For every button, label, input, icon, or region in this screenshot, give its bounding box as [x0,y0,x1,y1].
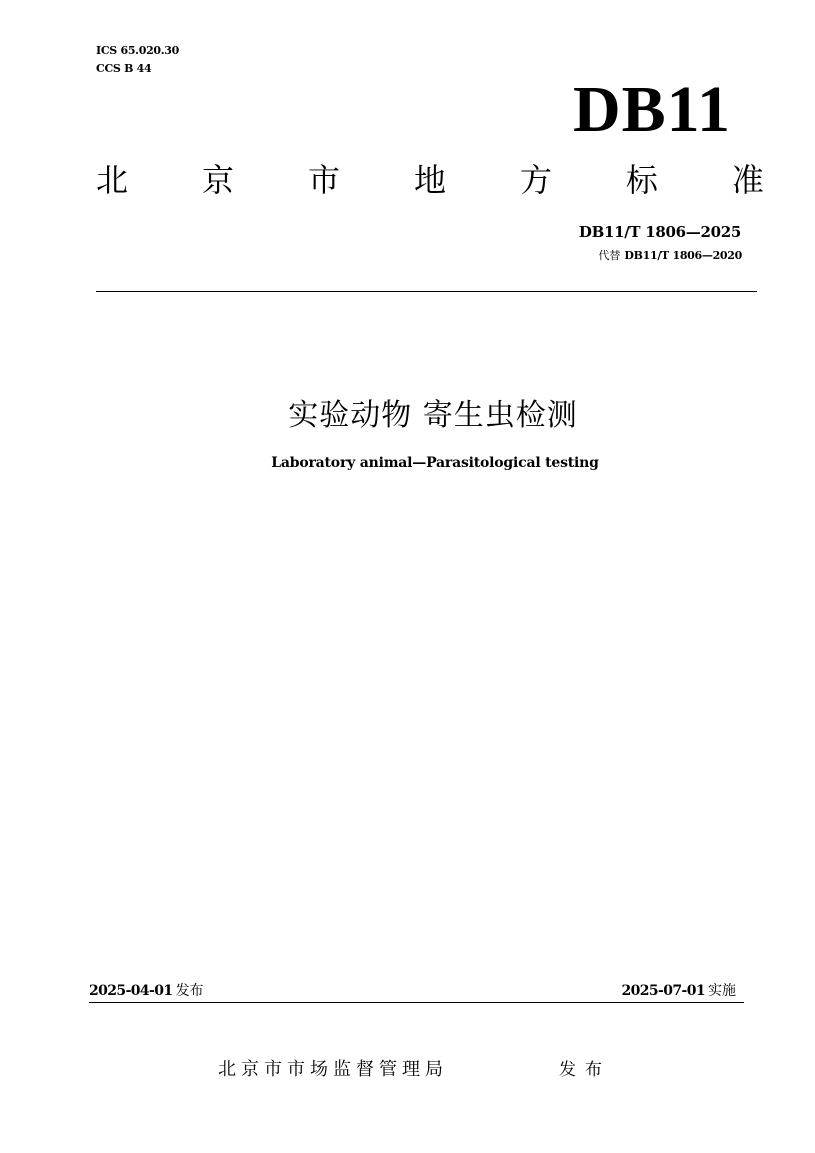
issued-label: 发布 [559,1060,611,1080]
issuing-authority: 北京市市场监督管理局 [218,1059,448,1080]
header-divider [96,291,757,292]
dates-row [89,980,744,1002]
standard-type-char: 市 [307,161,340,199]
ics-code: ICS 65.020.30 [96,44,180,57]
standard-type-char: 方 [519,161,552,199]
replaces-line [598,248,742,264]
standard-type-heading [96,160,764,200]
standard-type-char: 地 [413,161,446,199]
replaces-label: 代替 [598,249,621,262]
implement-date-block [621,980,736,1000]
publish-date-block [89,980,204,1000]
db11-logo: DB11 [572,73,731,146]
standard-type-char: 京 [201,161,234,199]
publish-date: 2025-04-01 [89,983,173,999]
ccs-code: CCS B 44 [96,62,152,75]
standard-type-char: 标 [625,161,658,199]
implement-label: 实施 [708,983,736,999]
publish-label: 发布 [175,983,204,999]
implement-date: 2025-07-01 [621,983,705,999]
standard-type-char: 北 [96,161,129,199]
title-chinese: 实验动物 寄生虫检测 [288,398,578,433]
standard-number: DB11/T 1806—2025 [578,223,741,241]
title-english: Laboratory animal—Parasitological testing [271,455,599,471]
standard-type-char: 准 [731,161,764,199]
classification-codes [96,42,179,78]
replaces-number: DB11/T 1806—2020 [624,249,742,262]
dates-divider [89,1002,744,1003]
